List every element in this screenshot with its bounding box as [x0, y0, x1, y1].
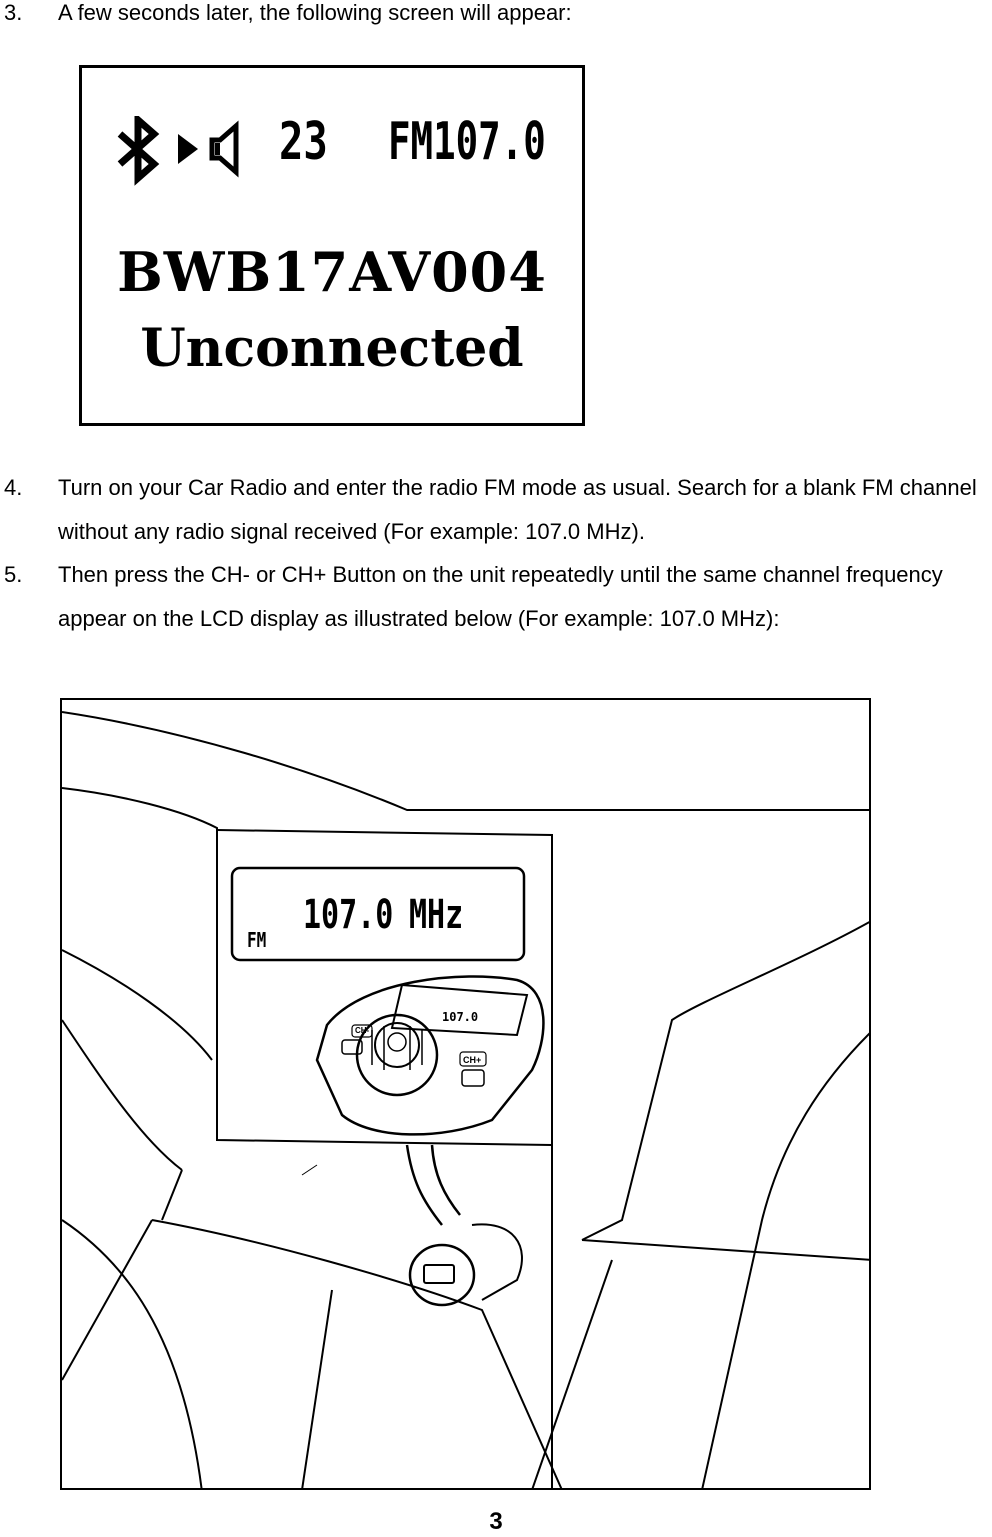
step-number: 3.: [4, 0, 23, 25]
car-installation-illustration: [60, 698, 871, 1490]
device-display-frequency: 107.0: [442, 1010, 479, 1024]
device-name: BWB17AV004: [117, 240, 547, 304]
radio-frequency-unit: MHz: [409, 892, 464, 938]
bluetooth-icon: [120, 120, 154, 178]
fm-frequency: FM107.0: [388, 112, 546, 172]
speaker-icon: [212, 126, 236, 172]
step-text: Then press the CH- or CH+ Button on the unit repeatedly until the same channel frequency appear on the LCD display as illustrated below (For example: 107.0 MHz):: [58, 562, 943, 631]
step-text: A few seconds later, the following screen will appear:: [58, 0, 572, 25]
step-number: 5.: [4, 562, 23, 587]
ch-minus-label: CH-: [355, 1026, 370, 1035]
ch-plus-label: CH+: [463, 1055, 482, 1065]
lcd-screen-illustration: [79, 65, 585, 426]
step-text: Turn on your Car Radio and enter the radio FM mode as usual. Search for a blank FM channel without any radio signal received (For example: 107.0 MHz).: [58, 475, 977, 544]
play-icon: [178, 134, 198, 164]
connection-status: Unconnected: [140, 318, 524, 379]
page-number: 3: [489, 1508, 503, 1535]
lcd-status-icons: [116, 116, 266, 186]
step-number: 4.: [4, 475, 23, 500]
radio-frequency: 107.0: [303, 892, 394, 938]
radio-band: FM: [247, 928, 267, 952]
volume-level: 23: [279, 112, 328, 172]
